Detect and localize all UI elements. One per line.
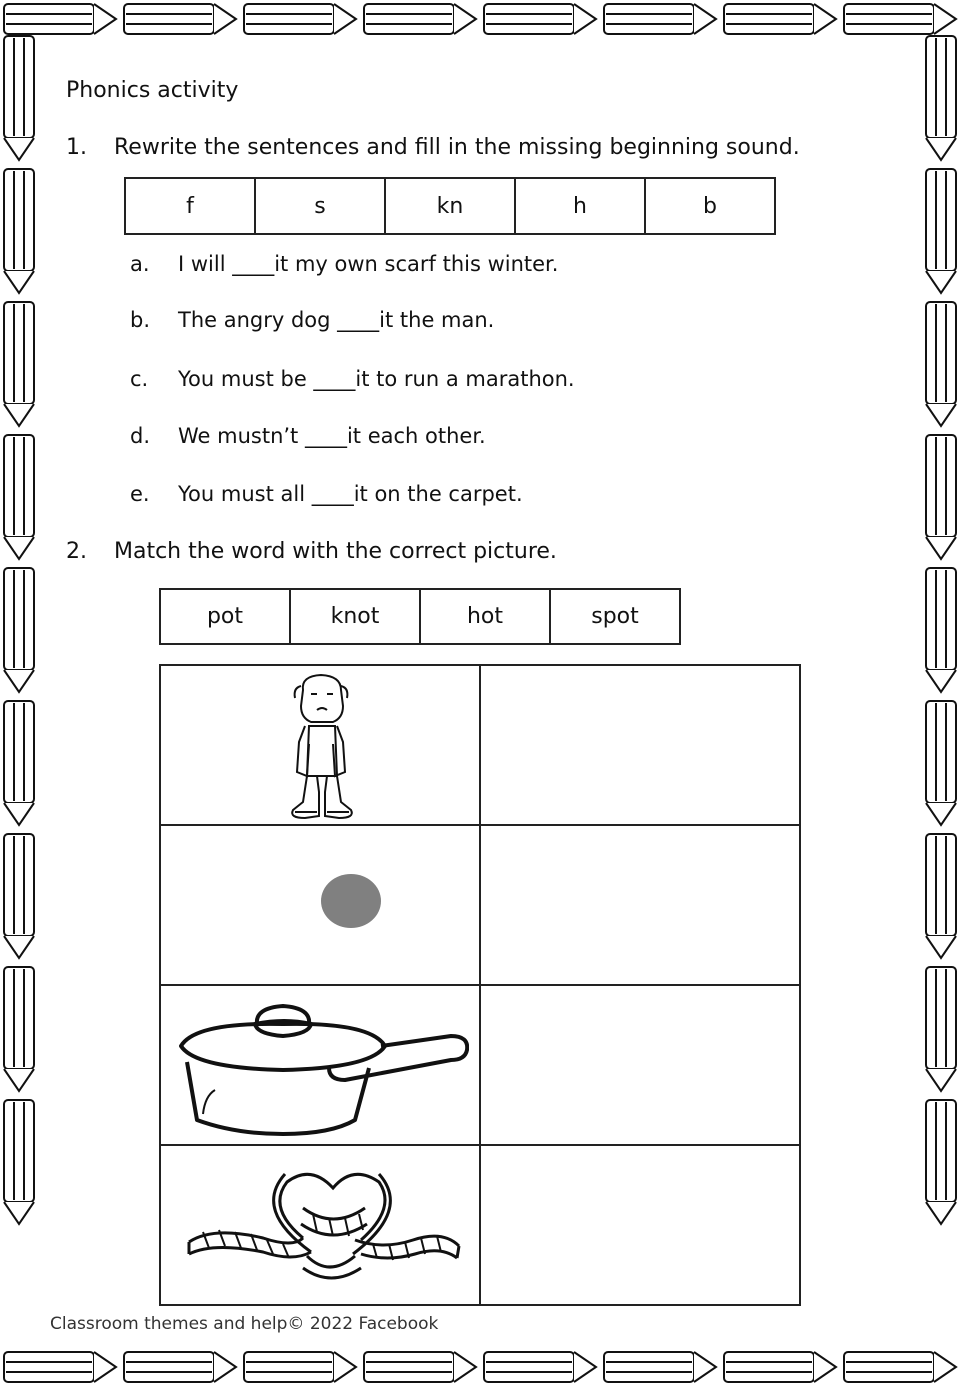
word-bank bbox=[159, 588, 681, 645]
pencil-decoration bbox=[4, 1352, 116, 1382]
pencil-decoration bbox=[4, 169, 34, 293]
pencil-decoration bbox=[4, 568, 34, 692]
hot-child-icon bbox=[281, 672, 363, 822]
sound-cell: b bbox=[645, 178, 775, 234]
pencil-decoration bbox=[4, 967, 34, 1091]
pencil-decoration bbox=[364, 1352, 476, 1382]
pencil-decoration bbox=[926, 1100, 956, 1224]
pencil-decoration bbox=[844, 1352, 956, 1382]
sentence-letter: b. bbox=[130, 308, 151, 332]
pencil-decoration bbox=[926, 568, 956, 692]
question-2-instruction: Match the word with the correct picture. bbox=[114, 539, 557, 564]
pencil-decoration bbox=[926, 967, 956, 1091]
sentence-letter: a. bbox=[130, 252, 150, 276]
answer-cell[interactable] bbox=[480, 665, 800, 825]
pencil-decoration bbox=[926, 834, 956, 958]
answer-cell[interactable] bbox=[480, 985, 800, 1145]
pencil-decoration bbox=[484, 4, 596, 34]
question-1 bbox=[0, 135, 960, 165]
sentence-text: The angry dog ____it the man. bbox=[178, 308, 495, 332]
pencil-decoration bbox=[124, 1352, 236, 1382]
word-cell: spot bbox=[550, 589, 680, 644]
sound-cell: f bbox=[125, 178, 255, 234]
picture-cell bbox=[160, 825, 480, 985]
pencil-decoration bbox=[4, 834, 34, 958]
picture-cell bbox=[160, 1145, 480, 1305]
pot-icon bbox=[175, 994, 469, 1136]
word-cell: knot bbox=[290, 589, 420, 644]
question-2 bbox=[0, 539, 960, 569]
pencil-decoration bbox=[484, 1352, 596, 1382]
question-1-instruction: Rewrite the sentences and fill in the missing beginning sound. bbox=[114, 135, 800, 160]
pencil-decoration bbox=[926, 302, 956, 426]
sound-bank bbox=[124, 177, 776, 235]
pencil-decoration bbox=[844, 4, 956, 34]
pencil-decoration bbox=[724, 1352, 836, 1382]
picture-cell bbox=[160, 985, 480, 1145]
question-1-number: 1. bbox=[66, 135, 87, 160]
pencil-decoration bbox=[244, 4, 356, 34]
pencil-decoration bbox=[604, 1352, 716, 1382]
answer-cell[interactable] bbox=[480, 1145, 800, 1305]
picture-cell bbox=[160, 665, 480, 825]
pencil-decoration bbox=[604, 4, 716, 34]
answer-cell[interactable] bbox=[480, 825, 800, 985]
page-title: Phonics activity bbox=[66, 78, 239, 103]
pencil-decoration bbox=[4, 4, 116, 34]
question-2-number: 2. bbox=[66, 539, 87, 564]
sentence-text: We mustn’t ____it each other. bbox=[178, 424, 486, 448]
sentence-text: You must all ____it on the carpet. bbox=[178, 482, 523, 506]
pencil-decoration bbox=[4, 302, 34, 426]
match-table bbox=[159, 664, 801, 1306]
pencil-decoration bbox=[364, 4, 476, 34]
pencil-decoration bbox=[724, 4, 836, 34]
pencil-decoration bbox=[4, 701, 34, 825]
sentence-letter: e. bbox=[130, 482, 150, 506]
pencil-decoration bbox=[926, 701, 956, 825]
sentence-text: You must be ____it to run a marathon. bbox=[178, 367, 575, 391]
spot-icon bbox=[319, 872, 383, 930]
pencil-decoration bbox=[124, 4, 236, 34]
sentence-text: I will ____it my own scarf this winter. bbox=[178, 252, 559, 276]
sentence-letter: c. bbox=[130, 367, 149, 391]
pencil-decoration bbox=[4, 1100, 34, 1224]
sound-cell: s bbox=[255, 178, 385, 234]
word-cell: pot bbox=[160, 589, 290, 644]
knot-icon bbox=[183, 1168, 463, 1282]
footer-credit: Classroom themes and help© 2022 Facebook bbox=[50, 1314, 439, 1334]
pencil-decoration bbox=[926, 169, 956, 293]
word-cell: hot bbox=[420, 589, 550, 644]
sound-cell: h bbox=[515, 178, 645, 234]
pencil-decoration bbox=[244, 1352, 356, 1382]
sound-cell: kn bbox=[385, 178, 515, 234]
sentence-letter: d. bbox=[130, 424, 151, 448]
